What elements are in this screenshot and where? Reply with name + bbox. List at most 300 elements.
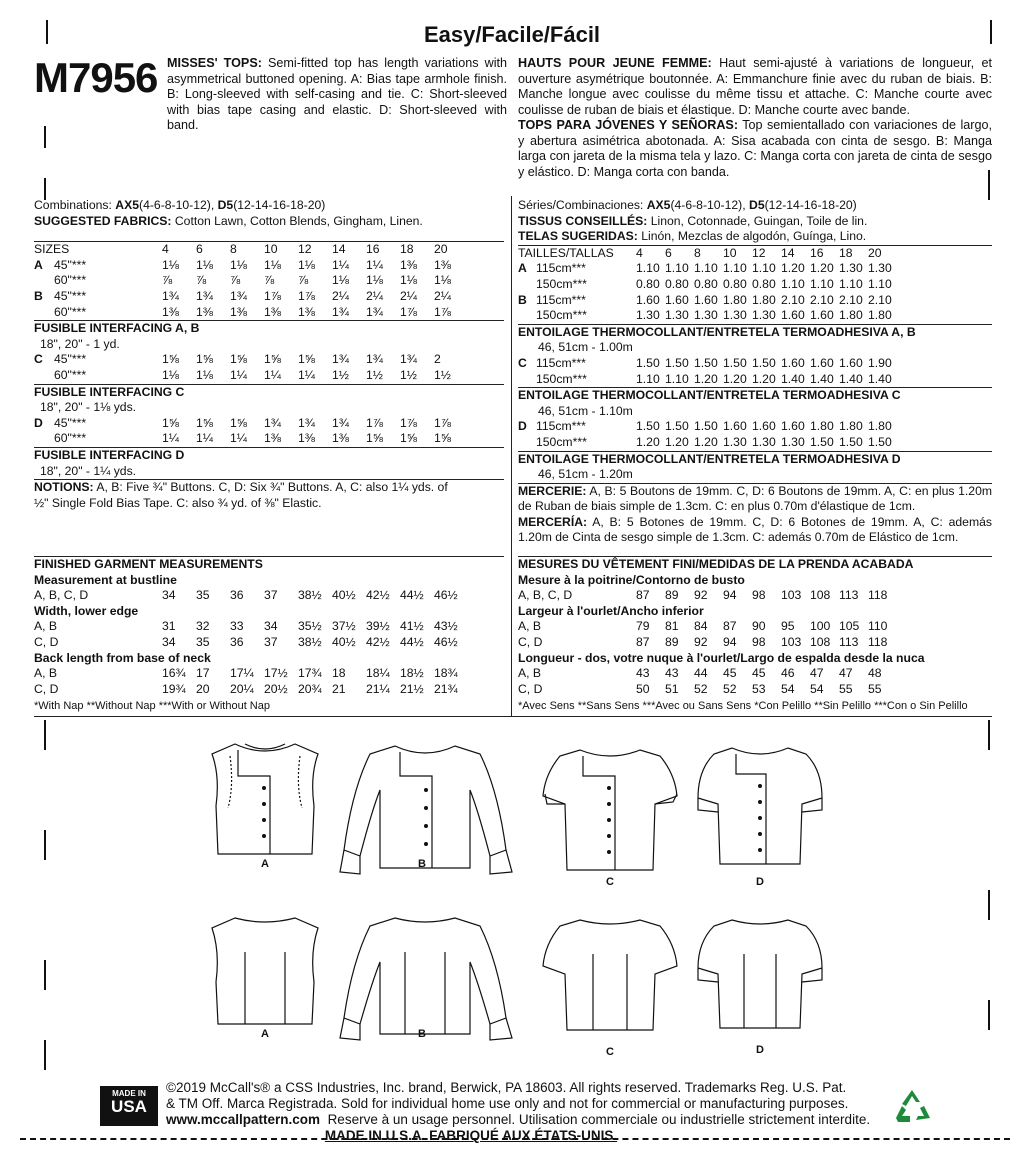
- measurement-cell: 42½: [366, 588, 390, 603]
- yardage-cell: 1¾: [264, 415, 281, 430]
- measurement-cell: 33: [230, 619, 244, 634]
- view-c-front-drawing: [535, 744, 685, 876]
- description-lead-fr: HAUTS POUR JEUNE FEMME:: [518, 56, 712, 70]
- measurement-cell: 20¼: [230, 681, 254, 696]
- view-letter: [34, 305, 54, 321]
- measurement-cell: 55: [868, 681, 882, 696]
- measurement-row: [34, 635, 504, 651]
- yardage-cell: 1⅝: [196, 352, 213, 367]
- yardage-cell: 1½: [434, 367, 451, 382]
- merceria-block: MERCERÍA: A, B: 5 Botones de 19mm. C, D: 6 Botones de 19mm. A, C: además 1.20m de Cinta de sesgo simple de 1.3cm. C: además 0.70m de Elástico de 1cm.: [518, 514, 992, 545]
- yardage-cell: ⅞: [298, 273, 309, 288]
- yardage-cell: 1.30: [723, 308, 747, 323]
- measurement-cell: 20¾: [298, 681, 322, 696]
- view-label: A, B: [34, 666, 58, 681]
- sizes-header: [34, 242, 504, 258]
- fabric-width: 45"***: [54, 288, 87, 303]
- entoilage-ab-amount: 46, 51cm - 1.00m: [538, 340, 633, 355]
- measurement-row: [518, 682, 992, 698]
- description-text-fr: Haut semi-ajusté à variations de longueur, et ouverture asymétrique boutonnée. A: Emmanchure finie avec du ruban de biais. B: Manche longue avec coulisse du même tissu et attache. C: Manche courte avec coulisse de ruban de biais et élastique. D: Manche courte avec bande.: [518, 56, 993, 117]
- section-rule: [34, 716, 992, 717]
- yardage-cell: 1.60: [665, 292, 689, 307]
- yardage-cell: 1.40: [781, 371, 805, 386]
- yardage-row: [518, 277, 992, 293]
- yardage-cell: 1.50: [665, 419, 689, 434]
- yardage-cell: 1.90: [868, 355, 892, 370]
- yardage-cell: 1⅝: [196, 415, 213, 430]
- yardage-cell: 1.10: [868, 276, 892, 291]
- yardage-row: [34, 431, 504, 447]
- yardage-cell: 1.50: [723, 355, 747, 370]
- yardage-row: [34, 305, 504, 321]
- measurement-cell: 46½: [434, 588, 458, 603]
- yardage-cell: 1.40: [810, 371, 834, 386]
- measurement-cell: 20½: [264, 681, 288, 696]
- view-a-front-drawing: [190, 736, 340, 876]
- yardage-cell: 0.80: [636, 276, 660, 291]
- view-letter: A: [518, 261, 527, 276]
- yardage-cell: 1¾: [332, 352, 349, 367]
- description-lead-es: TOPS PARA JÓVENES Y SEÑORAS:: [518, 118, 739, 132]
- yardage-cell: 1¼: [332, 257, 349, 272]
- measurements-title-fr: MESURES DU VÊTEMENT FINI/MEDIDAS DE LA PRENDA ACABADA: [518, 556, 992, 573]
- yardage-cell: 1⅝: [230, 352, 247, 367]
- tissus-line: TISSUS CONSEILLÉS: Linon, Cotonnade, Guingan, Toile de lin.: [518, 213, 868, 228]
- entoilage-c-amount: 46, 51cm - 1.10m: [538, 403, 633, 418]
- measurement-cell: 53: [752, 681, 766, 696]
- fabric-width: 45"***: [54, 415, 87, 430]
- yardage-cell: 2.10: [781, 292, 805, 307]
- yardage-cell: 1⅜: [332, 431, 349, 446]
- fabric-width: 115cm***: [536, 292, 586, 307]
- yardage-cell: 1.80: [868, 308, 892, 323]
- register-mark: [988, 720, 990, 750]
- view-d-back-drawing: [690, 914, 830, 1040]
- description-text: Semi-fitted top has length variations with asymmetrical buttoned opening. A: Bias tape armhole finish. B: Long-sleeved with self-casing and tie. C: Short-sleeved with bias tape casing and elastic. D: Short-sleeved with band.: [167, 56, 507, 132]
- view-letter: D: [518, 419, 527, 434]
- yardage-cell: 1.20: [723, 371, 747, 386]
- view-letter: C: [34, 352, 43, 367]
- measurement-cell: 18¾: [434, 666, 458, 681]
- yardage-cell: 1.20: [694, 371, 718, 386]
- yardage-cell: ⅞: [230, 273, 241, 288]
- view-letter: [34, 431, 54, 447]
- yardage-cell: 1.20: [665, 434, 689, 449]
- fabric-width: 60"***: [54, 431, 87, 446]
- yardage-table-c: [34, 352, 504, 383]
- view-letter: [34, 368, 54, 384]
- yardage-cell: 1¾: [366, 304, 383, 319]
- view-label: A, B: [518, 666, 542, 681]
- measurement-cell: 45: [723, 666, 737, 681]
- fabric-width: 150cm***: [536, 434, 587, 449]
- yardage-cell: 1½: [332, 367, 349, 382]
- yardage-cell: 1.20: [752, 371, 776, 386]
- measurement-cell: 94: [723, 634, 737, 649]
- measurement-cell: 46½: [434, 634, 458, 649]
- fabric-width: 45"***: [54, 257, 87, 272]
- view-letter: C: [518, 355, 527, 370]
- measurement-cell: 45: [752, 666, 766, 681]
- measurement-cell: 103: [781, 634, 802, 649]
- view-letter: D: [34, 415, 43, 430]
- yardage-cell: 1¾: [332, 415, 349, 430]
- measurement-cell: 42½: [366, 634, 390, 649]
- yardage-cell: ⅞: [162, 273, 173, 288]
- size-cell: 8: [694, 245, 701, 260]
- yardage-cell: 1.30: [752, 434, 776, 449]
- yardage-cell: 1⅞: [434, 304, 451, 319]
- yardage-cell: 1.40: [839, 371, 863, 386]
- size-cell: 18: [400, 242, 414, 257]
- size-cell: 16: [810, 245, 824, 260]
- measurement-cell: 113: [839, 634, 859, 649]
- view-label: C, D: [34, 681, 59, 696]
- sizes-row: [34, 242, 504, 258]
- yardage-cell: 1.20: [694, 434, 718, 449]
- yardage-cell: 1⅜: [434, 257, 451, 272]
- measurement-cell: 95: [781, 619, 795, 634]
- made-in-line: MADE IN U.S.A. FABRIQUÉ AUX ÉTATS-UNIS.: [324, 1128, 618, 1143]
- yardage-cell: 1¼: [230, 431, 247, 446]
- yardage-cell: 1⅛: [332, 273, 349, 288]
- measurement-cell: 31: [162, 619, 176, 634]
- measurement-cell: 52: [723, 681, 737, 696]
- measurement-cell: 92: [694, 634, 708, 649]
- english-column: [34, 198, 504, 511]
- measurement-heading: Back length from base of neck: [34, 650, 211, 665]
- measurement-cell: 105: [839, 619, 860, 634]
- measurement-cell: 20: [196, 681, 210, 696]
- yardage-cell: 1.60: [781, 355, 805, 370]
- yardage-cell: 1.20: [810, 261, 834, 276]
- yardage-cell: 1¾: [298, 415, 315, 430]
- measurement-cell: 44½: [400, 634, 424, 649]
- measurement-cell: 21¾: [434, 681, 458, 696]
- yardage-cell: 1.80: [839, 419, 863, 434]
- yardage-cell: 1⅝: [366, 431, 383, 446]
- measurement-row: [34, 682, 504, 698]
- yardage-cell: 1⅝: [162, 415, 179, 430]
- view-b-back-label: B: [418, 1028, 426, 1040]
- yardage-cell: 1⅜: [400, 257, 417, 272]
- view-letter: A: [34, 257, 43, 272]
- yardage-row: [34, 273, 504, 289]
- pattern-number: M7956: [34, 54, 158, 101]
- measurement-row: [518, 666, 992, 682]
- fabric-width: 60"***: [54, 304, 87, 319]
- measurement-row: [518, 619, 992, 635]
- size-cell: 14: [781, 245, 795, 260]
- yardage-cell: 1⅛: [230, 257, 247, 272]
- measurement-cell: 41½: [400, 619, 424, 634]
- yardage-row: [34, 352, 504, 368]
- yardage-cell: 1⅜: [298, 431, 315, 446]
- yardage-cell: 1¾: [332, 304, 349, 319]
- fusible-c-heading: FUSIBLE INTERFACING C: [34, 384, 504, 401]
- measurement-cell: 90: [752, 619, 766, 634]
- measurement-cell: 35: [196, 588, 210, 603]
- yardage-cell: 1⅜: [196, 304, 213, 319]
- view-label: C, D: [34, 634, 59, 649]
- yardage-cell: 2.10: [839, 292, 863, 307]
- measurement-cell: 108: [810, 588, 831, 603]
- yardage-cell: 1.10: [752, 261, 776, 276]
- yardage-cell: 1⅝: [162, 352, 179, 367]
- yardage-cell: 1¼: [196, 431, 213, 446]
- measurement-cell: 52: [694, 681, 708, 696]
- column-divider: [511, 196, 512, 716]
- yardage-row: [518, 356, 992, 372]
- combinations-line-fr: Séries/Combinaciones: AX5(4-6-8-10-12), D5(12-14-16-18-20): [518, 198, 857, 212]
- cut-line: [20, 1138, 1010, 1142]
- size-cell: 12: [298, 242, 312, 257]
- yardage-row: [518, 308, 992, 324]
- size-cell: 6: [196, 242, 203, 257]
- yardage-cell: 2.10: [868, 292, 892, 307]
- fabric-width: 115cm***: [536, 355, 586, 370]
- yardage-cell: 2¼: [400, 288, 417, 303]
- yardage-cell: 1.50: [752, 355, 776, 370]
- yardage-cell: 0.80: [665, 276, 689, 291]
- french-column: [518, 198, 992, 546]
- sizes-label: SIZES: [34, 242, 70, 257]
- yardage-cell: 1.60: [810, 308, 834, 323]
- measurement-heading: Measurement at bustline: [34, 572, 177, 587]
- yardage-cell: 1.50: [810, 434, 834, 449]
- fabric-width: 150cm***: [536, 371, 587, 386]
- yardage-cell: 1¾: [400, 352, 417, 367]
- measurement-cell: 18½: [400, 666, 424, 681]
- view-c-label: C: [606, 876, 614, 888]
- yardage-cell: 1⅛: [196, 257, 213, 272]
- yardage-cell: 1⅝: [264, 352, 281, 367]
- yardage-cell: 1⅜: [264, 304, 281, 319]
- view-letter: [34, 273, 54, 289]
- yardage-cell: 1¼: [264, 367, 281, 382]
- view-letter: [518, 372, 536, 388]
- measurement-cell: 110: [868, 619, 888, 634]
- measurement-cell: 54: [781, 681, 795, 696]
- yardage-cell: 1.10: [694, 261, 718, 276]
- website-link[interactable]: www.mccallpattern.com: [166, 1112, 321, 1127]
- measurement-cell: 89: [665, 588, 679, 603]
- yardage-cell: 1.10: [636, 261, 660, 276]
- yardage-cell: 1⅞: [298, 288, 315, 303]
- notions-line-2: ½" Single Fold Bias Tape. C: also ¾ yd. of ⅜" Elastic.: [34, 495, 322, 510]
- size-cell: 12: [752, 245, 766, 260]
- yardage-cell: 1.80: [723, 292, 747, 307]
- measurement-cell: 43½: [434, 619, 458, 634]
- measurements-en: [34, 556, 504, 715]
- measurement-cell: 35½: [298, 619, 322, 634]
- yardage-cell: 1⅛: [264, 257, 281, 272]
- yardage-cell: 0.80: [723, 276, 747, 291]
- measurement-cell: 50: [636, 681, 650, 696]
- view-letter: [518, 435, 536, 451]
- notions-line-1: NOTIONS: A, B: Five ¾" Buttons. C, D: Six ¾" Buttons. A, C: also 1¼ yds. of: [34, 479, 504, 496]
- measurement-cell: 81: [665, 619, 679, 634]
- yardage-cell: 2¼: [332, 288, 349, 303]
- view-label: C, D: [518, 681, 543, 696]
- fabrics-line: SUGGESTED FABRICS: Cotton Lawn, Cotton Blends, Gingham, Linen.: [34, 213, 423, 228]
- yardage-cell: 2¼: [434, 288, 451, 303]
- view-d-label: D: [756, 876, 764, 888]
- view-c-back-drawing: [535, 914, 685, 1040]
- yardage-cell: ⅞: [264, 273, 275, 288]
- measurement-cell: 39½: [366, 619, 390, 634]
- yardage-cell: 2: [434, 352, 441, 367]
- yardage-cell: 1⅜: [230, 304, 247, 319]
- yardage-cell: 1⅛: [366, 273, 383, 288]
- measurement-row: [518, 635, 992, 651]
- yardage-table-fr-d: [518, 419, 992, 450]
- measurement-cell: 17½: [264, 666, 288, 681]
- combinations-line: Combinations: AX5(4-6-8-10-12), D5(12-14-16-18-20): [34, 198, 326, 212]
- yardage-cell: 1.30: [665, 308, 689, 323]
- page-title: Easy/Facile/Fácil: [423, 22, 601, 47]
- yardage-cell: 1.50: [665, 355, 689, 370]
- register-mark: [44, 830, 46, 860]
- view-a-label: A: [261, 858, 269, 870]
- yardage-cell: 1¼: [162, 431, 179, 446]
- fabric-width: 150cm***: [536, 276, 587, 291]
- yardage-cell: 1¾: [230, 288, 247, 303]
- yardage-cell: 1⅛: [434, 273, 451, 288]
- entoilage-d-heading: ENTOILAGE THERMOCOLLANT/ENTRETELA TERMOADHESIVA D: [518, 451, 992, 468]
- yardage-row: [518, 435, 992, 451]
- measurement-heading: Width, lower edge: [34, 603, 139, 618]
- measurement-cell: 47: [810, 666, 824, 681]
- yardage-cell: 1.10: [723, 261, 747, 276]
- measurement-cell: 113: [839, 588, 859, 603]
- measurement-cell: 19¾: [162, 681, 186, 696]
- yardage-cell: 1⅝: [230, 415, 247, 430]
- measurement-cell: 89: [665, 634, 679, 649]
- view-label: A, B, C, D: [34, 588, 89, 603]
- view-a-back-label: A: [261, 1028, 269, 1040]
- size-cell: 20: [434, 242, 448, 257]
- fusible-d-amount: 18", 20" - 1¼ yds.: [40, 463, 137, 478]
- measurement-cell: 108: [810, 634, 831, 649]
- measurement-cell: 44: [694, 666, 708, 681]
- measurement-cell: 98: [752, 634, 766, 649]
- yardage-cell: 1.10: [665, 371, 689, 386]
- size-cell: 4: [636, 245, 643, 260]
- size-cell: 10: [723, 245, 737, 260]
- yardage-cell: 0.80: [752, 276, 776, 291]
- fusible-d-heading: FUSIBLE INTERFACING D: [34, 447, 504, 464]
- size-cell: 10: [264, 242, 278, 257]
- entoilage-d-amount: 46, 51cm - 1.20m: [538, 467, 633, 482]
- measurement-cell: 79: [636, 619, 650, 634]
- yardage-cell: 1⅝: [400, 431, 417, 446]
- measurement-cell: 40½: [332, 634, 356, 649]
- yardage-cell: 1.80: [810, 419, 834, 434]
- yardage-cell: 1.60: [839, 355, 863, 370]
- yardage-row: [518, 419, 992, 435]
- measurement-cell: 94: [723, 588, 737, 603]
- measurement-cell: 36: [230, 634, 244, 649]
- yardage-cell: 1⅝: [298, 352, 315, 367]
- description-text-es: Top semientallado con variaciones de largo, y abertura asimétrica abotonada. A: Sisa acabada con cinta de sesgo. B: Manga larga con jareta de la misma tela y lazo. C: Manga corta con jareta de cinta de sesgo y elástico. D: Manga corta con banda.: [518, 118, 992, 179]
- measurement-cell: 34: [162, 634, 176, 649]
- fabric-width: 60"***: [54, 273, 87, 288]
- measurement-cell: 51: [665, 681, 679, 696]
- measurement-heading: Mesure à la poitrine/Contorno de busto: [518, 572, 745, 587]
- measurement-cell: 37½: [332, 619, 356, 634]
- measurement-cell: 118: [868, 634, 888, 649]
- measurement-cell: 37: [264, 588, 278, 603]
- view-label: C, D: [518, 634, 543, 649]
- yardage-cell: 1⅜: [264, 431, 281, 446]
- view-letter: B: [34, 288, 43, 303]
- measurement-cell: 18¼: [366, 666, 390, 681]
- yardage-cell: 0.80: [694, 276, 718, 291]
- yardage-cell: 1⅞: [366, 415, 383, 430]
- sizes-row-fr: [518, 246, 992, 262]
- yardage-cell: 1.50: [636, 419, 660, 434]
- yardage-cell: 1.50: [868, 434, 892, 449]
- yardage-cell: 1¾: [162, 288, 179, 303]
- yardage-cell: 1.80: [752, 292, 776, 307]
- measurement-cell: 21: [332, 681, 346, 696]
- size-cell: 20: [868, 245, 882, 260]
- size-cell: 6: [665, 245, 672, 260]
- measurement-cell: 44½: [400, 588, 424, 603]
- measurement-cell: 46: [781, 666, 795, 681]
- yardage-cell: 1¼: [298, 367, 315, 382]
- yardage-table-fr: [518, 261, 992, 323]
- yardage-table: [34, 258, 504, 320]
- yardage-cell: 1.50: [694, 419, 718, 434]
- entoilage-c-heading: ENTOILAGE THERMOCOLLANT/ENTRETELA TERMOADHESIVA C: [518, 387, 992, 404]
- nap-note-fr: *Avec Sens **Sans Sens ***Avec ou Sans Sens *Con Pelillo **Sin Pelillo ***Con o Sin Pelillo: [518, 700, 968, 713]
- register-mark: [44, 720, 46, 750]
- yardage-cell: 1⅛: [162, 367, 179, 382]
- size-cell: 18: [839, 245, 853, 260]
- measurement-cell: 92: [694, 588, 708, 603]
- view-c-back-label: C: [606, 1046, 614, 1058]
- usage-line: Reserve à un usage personnel. Utilisation commerciale ou industrielle strictement interdite.: [327, 1112, 871, 1127]
- measurement-cell: 32: [196, 619, 210, 634]
- fusible-c-amount: 18", 20" - 1⅛ yds.: [40, 400, 137, 415]
- yardage-cell: 1¼: [366, 257, 383, 272]
- yardage-cell: 1⅞: [434, 415, 451, 430]
- register-mark: [44, 126, 46, 148]
- measurement-cell: 38½: [298, 588, 322, 603]
- measurement-cell: 48: [868, 666, 882, 681]
- view-d-front-drawing: [690, 742, 830, 870]
- measurement-cell: 87: [636, 634, 650, 649]
- yardage-cell: 1⅛: [400, 273, 417, 288]
- measurement-cell: 98: [752, 588, 766, 603]
- measurement-cell: 21¼: [366, 681, 390, 696]
- yardage-cell: 1⅞: [400, 304, 417, 319]
- measurement-cell: 87: [636, 588, 650, 603]
- measurement-cell: 103: [781, 588, 802, 603]
- sizes-label: TAILLES/TALLAS: [518, 245, 614, 260]
- yardage-cell: 1.60: [694, 292, 718, 307]
- yardage-cell: 1.50: [839, 434, 863, 449]
- yardage-cell: 1.20: [636, 434, 660, 449]
- measurement-cell: 43: [636, 666, 650, 681]
- yardage-cell: 1.80: [839, 308, 863, 323]
- measurement-cell: 16¾: [162, 666, 186, 681]
- measurement-row: [34, 619, 504, 635]
- yardage-cell: 1⅜: [298, 304, 315, 319]
- measurement-cell: 38½: [298, 634, 322, 649]
